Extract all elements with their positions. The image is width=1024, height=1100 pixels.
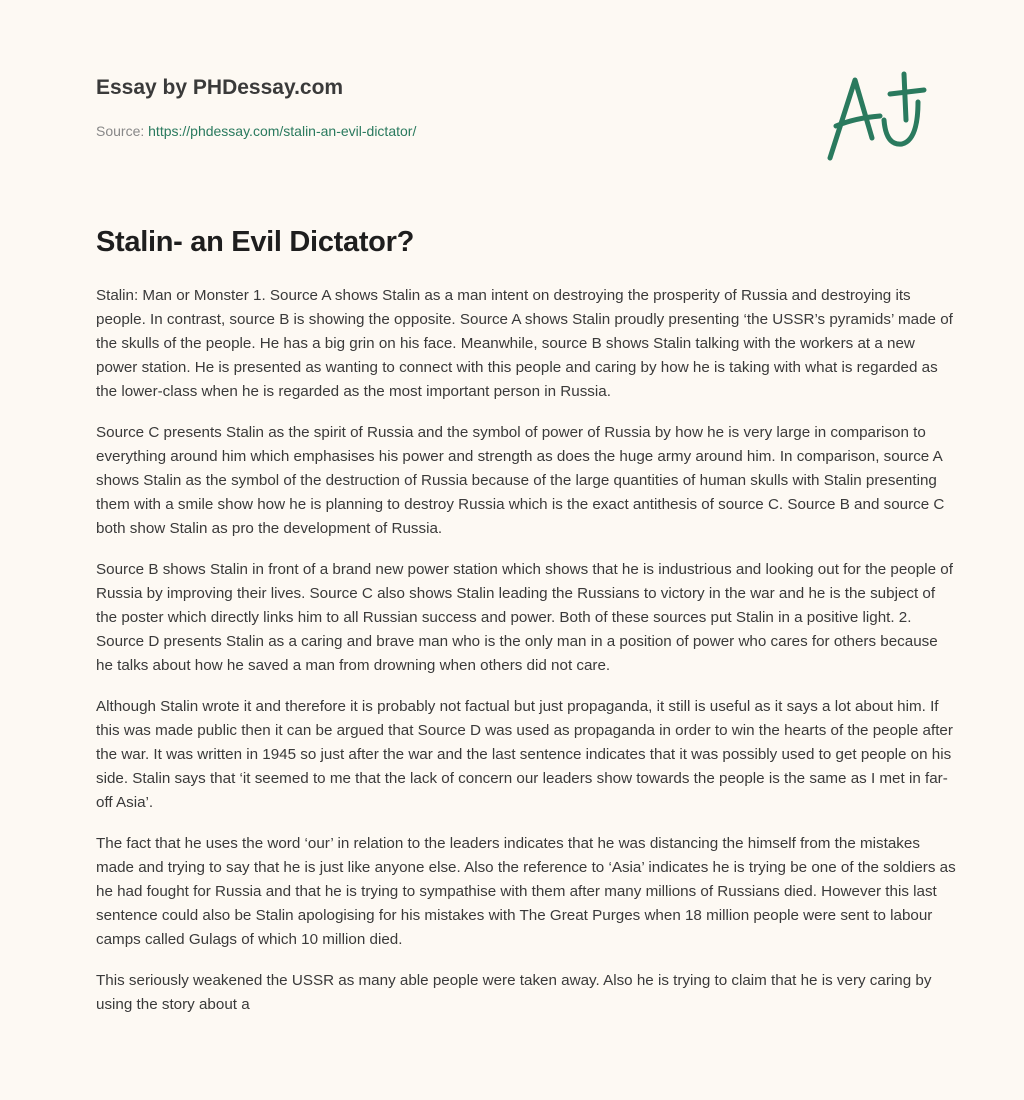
- essay-paragraph: Source B shows Stalin in front of a brand new power station which shows that he is industrious and looking out for the people of Russia by improving their lives. Source C also shows Stalin leading the Russians to victory in the war and he is the subject of the poster which directly links him to all Russian success and power. Both of these sources put Stalin in a positive light. 2. Source D presents Stalin as a caring and brave man who is the only man in a position of power who cares for others because he talks about how he saved a man from drowning when others did not care.: [96, 561, 953, 674]
- essay-title: Stalin- an Evil Dictator?: [96, 226, 414, 258]
- essay-paragraph: This seriously weakened the USSR as many able people were taken away. Also he is trying to claim that he is very caring by using the story about a: [96, 972, 932, 1013]
- essay-paragraph: The fact that he uses the word ‘our’ in relation to the leaders indicates that he was distancing the himself from the mistakes made and trying to say that he is just like anyone else. Also the reference to ‘Asia’ indicates he is trying be one of the soldiers as he had fought for Russia and that he is trying to sympathise with them after many millions of Russians died. However this last sentence could also be Stalin apologising for his mistakes with The Great Purges when 18 million people were sent to labour camps called Gulags of which 10 million died.: [96, 835, 956, 948]
- essay-paragraph: Although Stalin wrote it and therefore it is probably not factual but just propaganda, it still is useful as it says a lot about him. If this was made public then it can be argued that Source D was used as propaganda in order to win the hearts of the people after the war. It was written in 1945 so just after the war and the last sentence indicates that it was possibly used to get people on his side. Stalin says that ‘it seemed to me that the lack of concern our leaders show towards the people is the same as I met in far-off Asia’.: [96, 698, 953, 811]
- essay-paragraph: Source C presents Stalin as the spirit of Russia and the symbol of power of Russia by how he is very large in comparison to everything around him which emphasises his power and strength as does the huge army around him. In comparison, source A shows Stalin as the symbol of the destruction of Russia because of the large quantities of human skulls with Stalin presenting them with a smile show how he is planning to destroy Russia which is the exact antithesis of source C. Source B and source C both show Stalin as pro the development of Russia.: [96, 424, 945, 537]
- site-header: [96, 76, 416, 139]
- essay-paragraph: Stalin: Man or Monster 1. Source A shows Stalin as a man intent on destroying the prosperity of Russia and destroying its people. In contrast, source B is showing the opposite. Source A shows Stalin proudly presenting ‘the USSR’s pyramids’ made of the skulls of the people. He has a big grin on his face. Meanwhile, source B shows Stalin talking with the workers at a new power station. He is presented as wanting to connect with this people and caring by how he is taking with what is regarded as the lower-class when he is regarded as the most important person in Russia.: [96, 287, 953, 400]
- brand-title: Essay by PHDessay.com: [96, 76, 344, 99]
- a-plus-logo-icon: [820, 68, 930, 168]
- source-link[interactable]: https://phdessay.com/stalin-an-evil-dictator/: [148, 123, 417, 139]
- source-label: Source:: [96, 123, 145, 139]
- source-line: [96, 123, 416, 139]
- essay-body: [96, 284, 958, 1034]
